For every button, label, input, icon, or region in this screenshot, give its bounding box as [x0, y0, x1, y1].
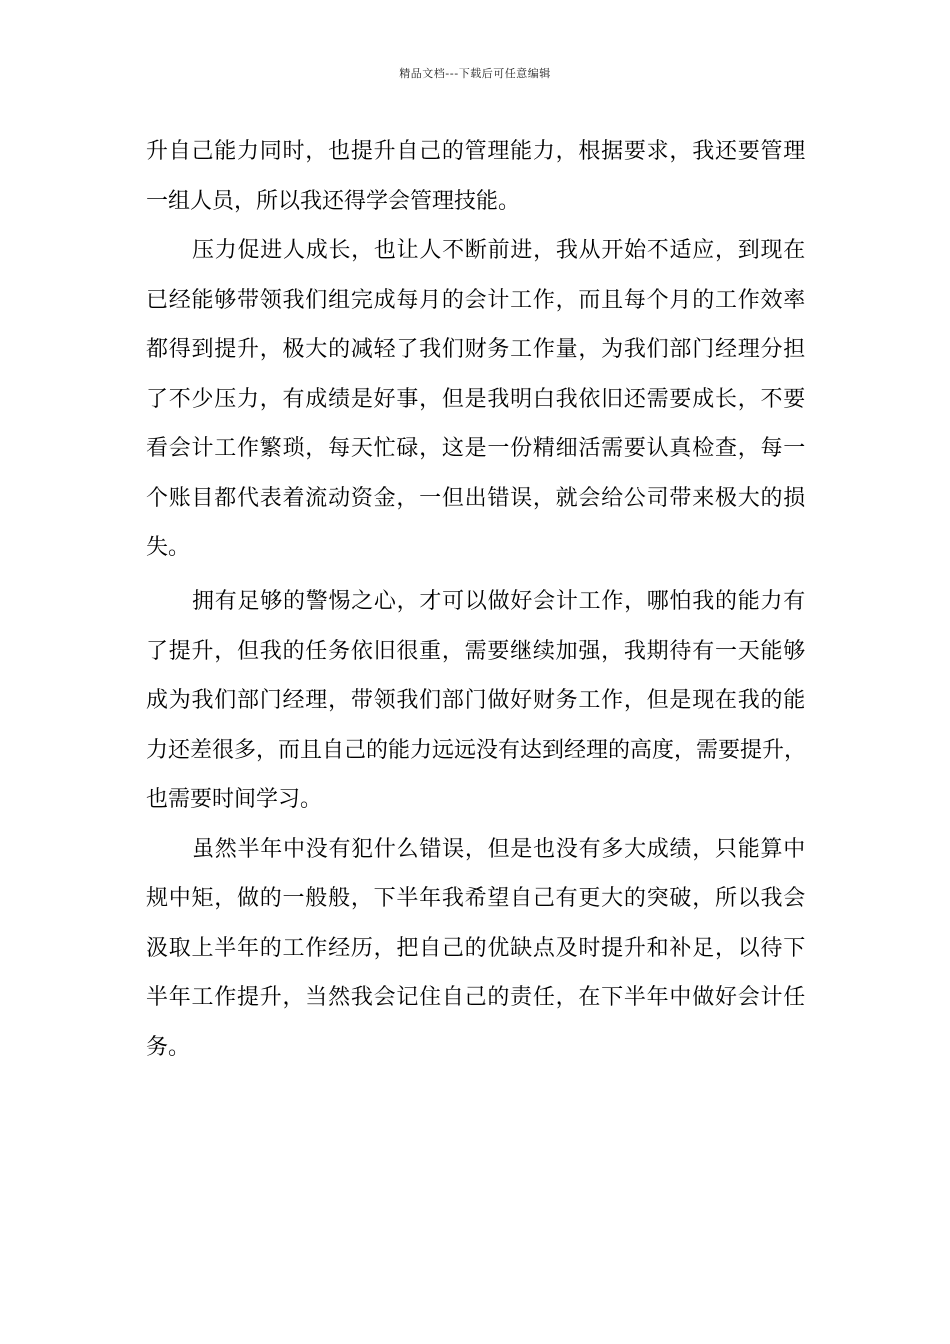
text-line: 已经能够带领我们组完成每月的会计工作，而且每个月的工作效率: [146, 287, 806, 313]
text-line: 规中矩，做的一般般，下半年我希望自己有更大的突破，所以我会: [146, 886, 806, 911]
text-line: 了不少压力，有成绩是好事，但是我明白我依旧还需要成长，不要: [146, 386, 806, 412]
text-line: 升自己能力同时，也提升自己的管理能力，根据要求，我还要管理: [146, 139, 806, 164]
text-line: 半年工作提升，当然我会记住自己的责任，在下半年中做好会计任: [146, 985, 806, 1010]
text-line: 失。: [146, 535, 191, 560]
text-line: 一组人员，所以我还得学会管理技能。: [146, 188, 521, 214]
paragraph-start-line: 虽然半年中没有犯什么错误，但是也没有多大成绩，只能算中: [192, 836, 806, 862]
text-line: 都得到提升，极大的减轻了我们财务工作量，为我们部门经理分担: [146, 337, 806, 362]
text-line: 力还差很多，而且自己的能力远远没有达到经理的高度，需要提升，: [146, 737, 806, 763]
text-line: 看会计工作繁琐，每天忙碌，这是一份精细活需要认真检查，每一: [146, 436, 806, 461]
text-line: 个账目都代表着流动资金，一但出错误，就会给公司带来极大的损: [146, 485, 806, 511]
text-line: 汲取上半年的工作经历，把自己的优缺点及时提升和补足，以待下: [146, 935, 806, 961]
text-line: 也需要时间学习。: [146, 787, 323, 812]
page-header: 精品文档---下载后可任意编辑: [399, 67, 551, 80]
text-line: 了提升，但我的任务依旧很重，需要继续加强，我期待有一天能够: [146, 638, 806, 664]
text-line: 务。: [146, 1034, 191, 1060]
text-line: 成为我们部门经理，带领我们部门做好财务工作，但是现在我的能: [146, 688, 806, 713]
paragraph-start-line: 压力促进人成长，也让人不断前进，我从开始不适应，到现在: [192, 238, 806, 263]
paragraph-start-line: 拥有足够的警惕之心，才可以做好会计工作，哪怕我的能力有: [192, 589, 806, 614]
